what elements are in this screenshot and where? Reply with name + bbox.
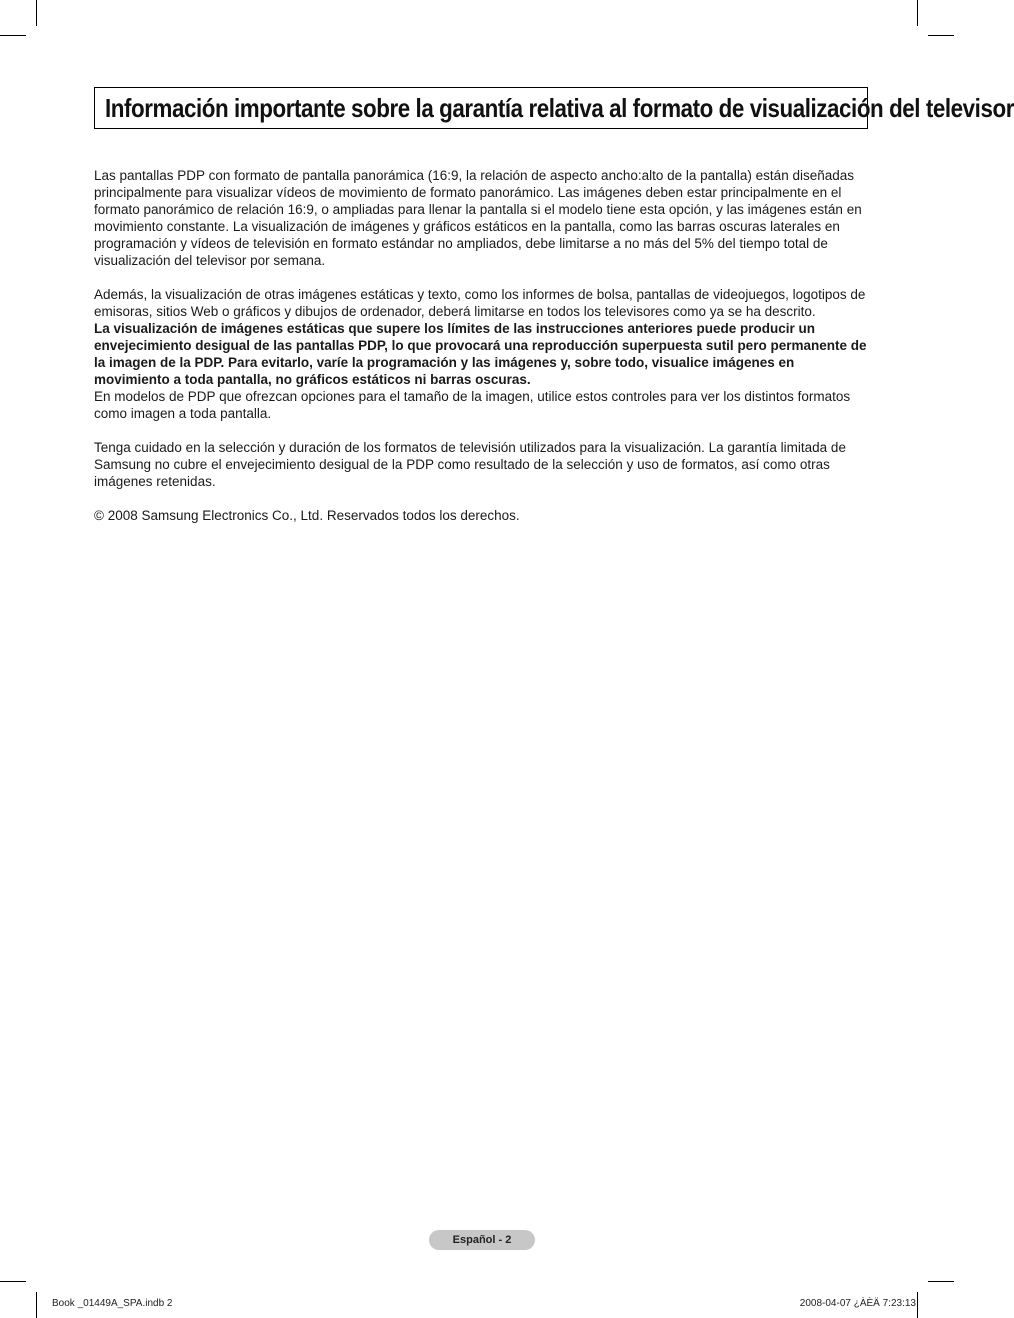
crop-mark bbox=[917, 0, 918, 26]
paragraph-2-tail: En modelos de PDP que ofrezcan opciones para el tamaño de la imagen, utilice estos controles para ver los distintos formatos como imagen a toda pantalla. bbox=[94, 389, 851, 421]
crop-mark bbox=[36, 0, 37, 26]
page-number-badge: Español - 2 bbox=[429, 1230, 535, 1250]
print-slug-right: 2008-04-07 ¿ÀÈÄ 7:23:13 bbox=[799, 1298, 916, 1309]
body-content bbox=[94, 167, 872, 524]
crop-mark bbox=[0, 1281, 26, 1282]
page-title: Información importante sobre la garantía relativa al formato de visualización del televisor bbox=[105, 92, 1014, 123]
crop-mark bbox=[928, 1281, 954, 1282]
crop-mark bbox=[36, 1292, 37, 1318]
print-slug-left: Book _01449A_SPA.indb 2 bbox=[52, 1298, 173, 1309]
paragraph-2-warning: La visualización de imágenes estáticas que supere los límites de las instrucciones anteriores puede producir un envejecimiento desigual de las pantallas PDP, lo que provocará una reproducción superpuesta sutil pero permanente de la imagen de la PDP. Para evitarlo, varíe la programación y las imágenes y, sobre todo, visualice imágenes en movimiento a toda pantalla, no gráficos estáticos ni barras oscuras. bbox=[94, 321, 867, 387]
crop-mark bbox=[917, 1292, 918, 1318]
title-box bbox=[94, 87, 1014, 129]
crop-mark bbox=[0, 35, 26, 36]
crop-mark bbox=[928, 35, 954, 36]
copyright-notice: © 2008 Samsung Electronics Co., Ltd. Reservados todos los derechos. bbox=[94, 508, 520, 523]
paragraph-3: Tenga cuidado en la selección y duración de los formatos de televisión utilizados para la visualización. La garantía limitada de Samsung no cubre el envejecimiento desigual de la PDP como resultado de la selección y uso de formatos, así como otras imágenes retenidas. bbox=[94, 440, 846, 489]
paragraph-2: Además, la visualización de otras imágenes estáticas y texto, como los informes de bolsa, pantallas de videojuegos, logotipos de emisoras, sitios Web o gráficos y dibujos de ordenador, deberá limitarse en todos los televisores como ya se ha descrito. bbox=[94, 287, 866, 319]
paragraph-1: Las pantallas PDP con formato de pantalla panorámica (16:9, la relación de aspecto ancho:alto de la pantalla) están diseñadas principalmente para visualizar vídeos de movimiento de formato panorámico. Las imágenes deben estar principalmente en el formato panorámico de relación 16:9, o ampliadas para llenar la pantalla si el modelo tiene esta opción, y las imágenes están en movimiento constante. La visualización de imágenes y gráficos estáticos en la pantalla, como las barras oscuras laterales en programación y vídeos de televisión en formato estándar no ampliados, debe limitarse a no más del 5% del tiempo total de visualización del televisor por semana. bbox=[94, 168, 862, 268]
